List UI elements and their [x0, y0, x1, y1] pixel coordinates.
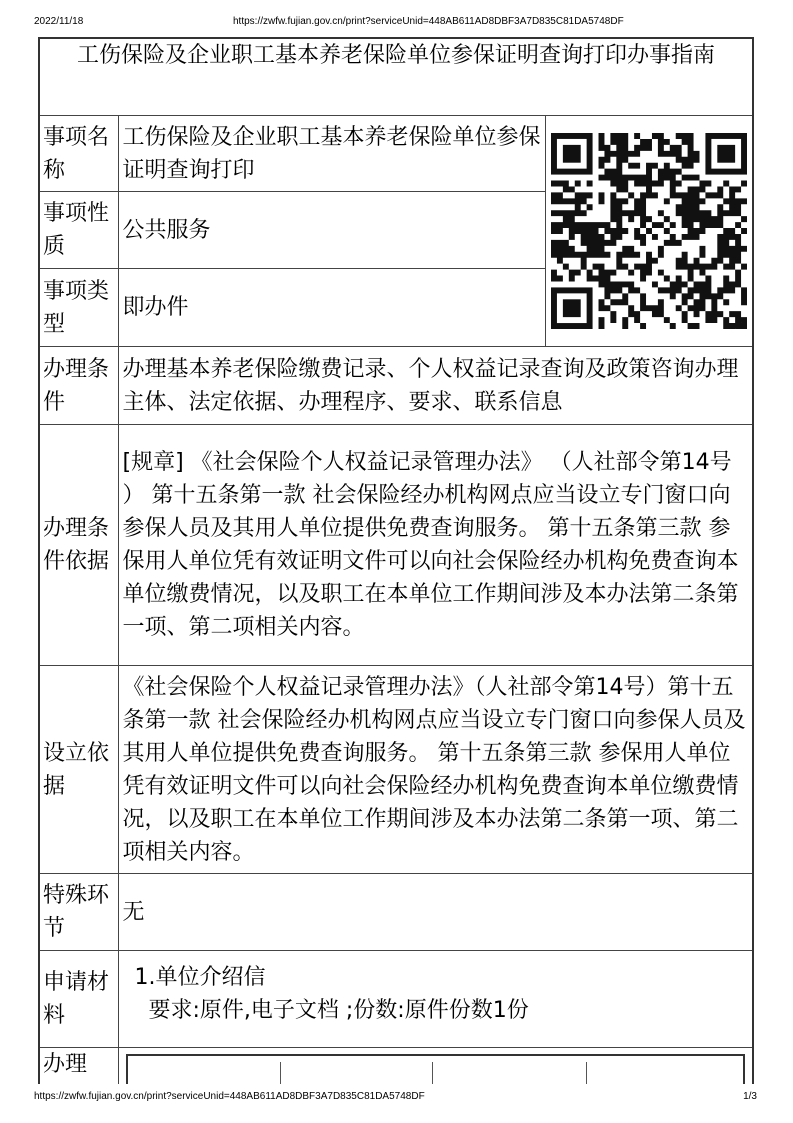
item-type-label: 事项类型 [40, 269, 118, 347]
qr-cell [545, 116, 752, 347]
guide-table [40, 39, 752, 1084]
subtable-divider [432, 1062, 433, 1084]
item-nature-label: 事项性质 [40, 192, 118, 269]
qr-finder-pattern [554, 290, 590, 326]
special-steps-label: 特殊环节 [40, 874, 118, 951]
print-header-url: https://zwfw.fujian.gov.cn/print?serviceUnid=448AB611AD8DBF3A7D835C81DA5748DF [233, 16, 624, 27]
special-steps-value: 无 [118, 874, 752, 951]
establish-basis-value: 《社会保险个人权益记录管理办法》（人社部令第14号）第十五条第一款 社会保险经办机构网点应当设立专门窗口向参保人员及其用人单位提供免费查询服务。 第十五条第三款 参保用人单位凭有效证明文件可以向社会保险经办机构免费查询本单位缴费情况，以及职工在本单位工作期间涉及本办法第二条第一项、第二项相关内容。 [118, 666, 752, 874]
page-number: 1/3 [743, 1091, 757, 1102]
subtable-divider [280, 1062, 281, 1084]
condition-basis-value: [规章] 《社会保险个人权益记录管理办法》 （人社部令第14号 ） 第十五条第一款 社会保险经办机构网点应当设立专门窗口向参保人员及其用人单位提供免费查询服务。 第十五条第三款 参保用人单位凭有效证明文件可以向社会保险经办机构免费查询本单位缴费情况，以及职工在本单位工作期间涉及本办法第二条第一项、第二项相关内容。 [118, 425, 752, 666]
condition-basis-label: 办理条件依据 [40, 425, 118, 666]
print-footer-url: https://zwfw.fujian.gov.cn/print?serviceUnid=448AB611AD8DBF3A7D835C81DA5748DF [34, 1091, 425, 1102]
print-date: 2022/11/18 [34, 16, 84, 27]
item-name-value: 工伤保险及企业职工基本养老保险单位参保证明查询打印 [118, 116, 545, 192]
process-subtable [126, 1054, 745, 1084]
material-requirement: 要求:原件,电子文档 ;份数:原件份数1份 [148, 998, 529, 1023]
page-title: 工伤保险及企业职工基本养老保险单位参保证明查询打印办事指南 [40, 39, 752, 116]
item-name-label: 事项名称 [40, 116, 118, 192]
subtable-divider [586, 1062, 587, 1084]
qr-finder-pattern [554, 136, 590, 172]
materials-value [118, 951, 752, 1048]
item-type-value: 即办件 [118, 269, 545, 347]
process-label: 办理 [40, 1048, 118, 1085]
establish-basis-label: 设立依据 [40, 666, 118, 874]
item-nature-value: 公共服务 [118, 192, 545, 269]
material-item: 1.单位介绍信 [134, 965, 266, 990]
conditions-value: 办理基本养老保险缴费记录、个人权益记录查询及政策咨询办理主体、法定依据、办理程序、要求、联系信息 [118, 347, 752, 425]
qr-finder-pattern [708, 136, 744, 172]
materials-label: 申请材料 [40, 951, 118, 1048]
conditions-label: 办理条件 [40, 347, 118, 425]
guide-sheet [38, 37, 754, 1084]
qr-code-icon [551, 133, 747, 329]
